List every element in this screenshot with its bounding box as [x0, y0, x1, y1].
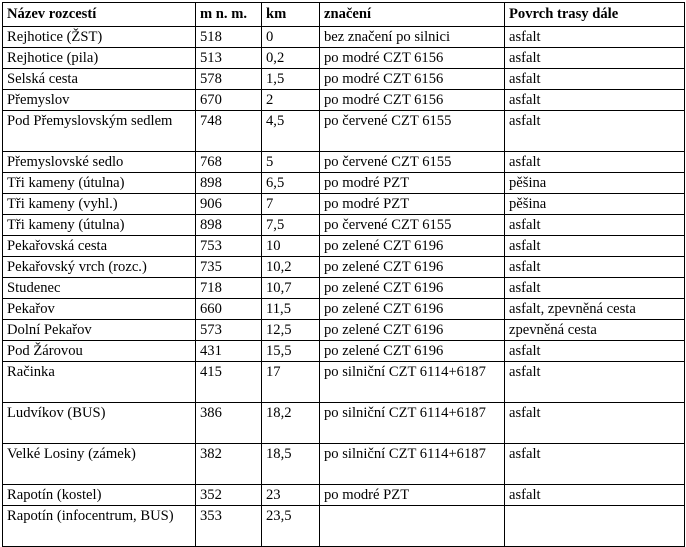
cell-km: 23 — [262, 485, 320, 506]
cell-marking: po zelené CZT 6196 — [320, 236, 505, 257]
cell-marking — [320, 506, 505, 547]
header-row — [3, 3, 685, 27]
table-row — [3, 173, 685, 194]
cell-name: Tři kameny (útulna) — [3, 215, 196, 236]
cell-km: 0 — [262, 27, 320, 48]
cell-name: Rejhotice (pila) — [3, 48, 196, 69]
cell-marking: po modré PZT — [320, 194, 505, 215]
table-row — [3, 278, 685, 299]
cell-name: Přemyslov — [3, 90, 196, 111]
cell-surface: asfalt — [505, 362, 685, 403]
cell-surface: asfalt — [505, 90, 685, 111]
table-row — [3, 90, 685, 111]
cell-surface: asfalt — [505, 444, 685, 485]
cell-km: 5 — [262, 152, 320, 173]
table-row — [3, 299, 685, 320]
cell-altitude: 718 — [196, 278, 262, 299]
cell-name: Tři kameny (útulna) — [3, 173, 196, 194]
cell-surface: asfalt — [505, 69, 685, 90]
table-row — [3, 403, 685, 444]
cell-altitude: 735 — [196, 257, 262, 278]
cell-name: Přemyslovské sedlo — [3, 152, 196, 173]
header-marking: značení — [320, 3, 505, 27]
cell-surface: asfalt — [505, 257, 685, 278]
cell-marking: po červené CZT 6155 — [320, 152, 505, 173]
cell-name: Pod Žárovou — [3, 341, 196, 362]
cell-surface: asfalt — [505, 341, 685, 362]
cell-marking: po červené CZT 6155 — [320, 111, 505, 152]
cell-altitude: 573 — [196, 320, 262, 341]
cell-marking: po zelené CZT 6196 — [320, 257, 505, 278]
cell-surface: asfalt — [505, 111, 685, 152]
cell-surface: asfalt — [505, 403, 685, 444]
cell-surface: asfalt, zpevněná cesta — [505, 299, 685, 320]
cell-km: 10,7 — [262, 278, 320, 299]
cell-marking: po modré CZT 6156 — [320, 69, 505, 90]
cell-altitude: 670 — [196, 90, 262, 111]
cell-marking: po modré CZT 6156 — [320, 48, 505, 69]
cell-name: Studenec — [3, 278, 196, 299]
cell-marking: po zelené CZT 6196 — [320, 341, 505, 362]
cell-surface: zpevněná cesta — [505, 320, 685, 341]
header-altitude: m n. m. — [196, 3, 262, 27]
cell-km: 2 — [262, 90, 320, 111]
cell-name: Tři kameny (vyhl.) — [3, 194, 196, 215]
cell-name: Rejhotice (ŽST) — [3, 27, 196, 48]
cell-altitude: 352 — [196, 485, 262, 506]
cell-name: Pod Přemyslovským sedlem — [3, 111, 196, 152]
header-surface: Povrch trasy dále — [505, 3, 685, 27]
cell-km: 7,5 — [262, 215, 320, 236]
cell-km: 7 — [262, 194, 320, 215]
table-row — [3, 506, 685, 547]
cell-surface: asfalt — [505, 48, 685, 69]
cell-name: Pekařov — [3, 299, 196, 320]
table-row — [3, 257, 685, 278]
cell-surface: asfalt — [505, 485, 685, 506]
cell-name: Rapotín (infocentrum, BUS) — [3, 506, 196, 547]
cell-name: Račinka — [3, 362, 196, 403]
cell-altitude: 898 — [196, 173, 262, 194]
cell-name: Pekařovská cesta — [3, 236, 196, 257]
cell-km: 10 — [262, 236, 320, 257]
cell-surface: pěšina — [505, 194, 685, 215]
table-row — [3, 111, 685, 152]
cell-altitude: 431 — [196, 341, 262, 362]
cell-surface — [505, 506, 685, 547]
table-row — [3, 27, 685, 48]
table-row — [3, 69, 685, 90]
cell-name: Selská cesta — [3, 69, 196, 90]
cell-surface: asfalt — [505, 278, 685, 299]
cell-km: 12,5 — [262, 320, 320, 341]
cell-name: Pekařovský vrch (rozc.) — [3, 257, 196, 278]
table-row — [3, 194, 685, 215]
route-table — [2, 2, 685, 547]
cell-km: 23,5 — [262, 506, 320, 547]
header-name: Název rozcestí — [3, 3, 196, 27]
cell-marking: po červené CZT 6155 — [320, 215, 505, 236]
cell-altitude: 660 — [196, 299, 262, 320]
cell-km: 17 — [262, 362, 320, 403]
table-row — [3, 320, 685, 341]
cell-altitude: 353 — [196, 506, 262, 547]
table-row — [3, 215, 685, 236]
cell-marking: po silniční CZT 6114+6187 — [320, 362, 505, 403]
cell-name: Rapotín (kostel) — [3, 485, 196, 506]
cell-km: 11,5 — [262, 299, 320, 320]
cell-km: 18,2 — [262, 403, 320, 444]
cell-surface: pěšina — [505, 173, 685, 194]
table-row — [3, 444, 685, 485]
cell-km: 6,5 — [262, 173, 320, 194]
cell-altitude: 768 — [196, 152, 262, 173]
cell-altitude: 748 — [196, 111, 262, 152]
cell-altitude: 578 — [196, 69, 262, 90]
cell-marking: po silniční CZT 6114+6187 — [320, 444, 505, 485]
cell-surface: asfalt — [505, 152, 685, 173]
table-row — [3, 485, 685, 506]
cell-surface: asfalt — [505, 215, 685, 236]
cell-surface: asfalt — [505, 27, 685, 48]
cell-altitude: 382 — [196, 444, 262, 485]
cell-marking: po silniční CZT 6114+6187 — [320, 403, 505, 444]
cell-altitude: 518 — [196, 27, 262, 48]
cell-altitude: 898 — [196, 215, 262, 236]
cell-surface: asfalt — [505, 236, 685, 257]
cell-marking: po modré CZT 6156 — [320, 90, 505, 111]
table-row — [3, 236, 685, 257]
cell-km: 1,5 — [262, 69, 320, 90]
table-row — [3, 362, 685, 403]
cell-altitude: 386 — [196, 403, 262, 444]
cell-marking: po zelené CZT 6196 — [320, 320, 505, 341]
cell-marking: po modré PZT — [320, 173, 505, 194]
cell-altitude: 415 — [196, 362, 262, 403]
cell-name: Ludvíkov (BUS) — [3, 403, 196, 444]
cell-marking: po zelené CZT 6196 — [320, 299, 505, 320]
header-km: km — [262, 3, 320, 27]
cell-marking: po modré PZT — [320, 485, 505, 506]
cell-km: 0,2 — [262, 48, 320, 69]
cell-name: Velké Losiny (zámek) — [3, 444, 196, 485]
cell-altitude: 753 — [196, 236, 262, 257]
cell-name: Dolní Pekařov — [3, 320, 196, 341]
cell-km: 4,5 — [262, 111, 320, 152]
cell-km: 10,2 — [262, 257, 320, 278]
cell-km: 15,5 — [262, 341, 320, 362]
cell-altitude: 513 — [196, 48, 262, 69]
table-row — [3, 152, 685, 173]
table-row — [3, 48, 685, 69]
cell-km: 18,5 — [262, 444, 320, 485]
cell-altitude: 906 — [196, 194, 262, 215]
cell-marking: po zelené CZT 6196 — [320, 278, 505, 299]
cell-marking: bez značení po silnici — [320, 27, 505, 48]
table-row — [3, 341, 685, 362]
